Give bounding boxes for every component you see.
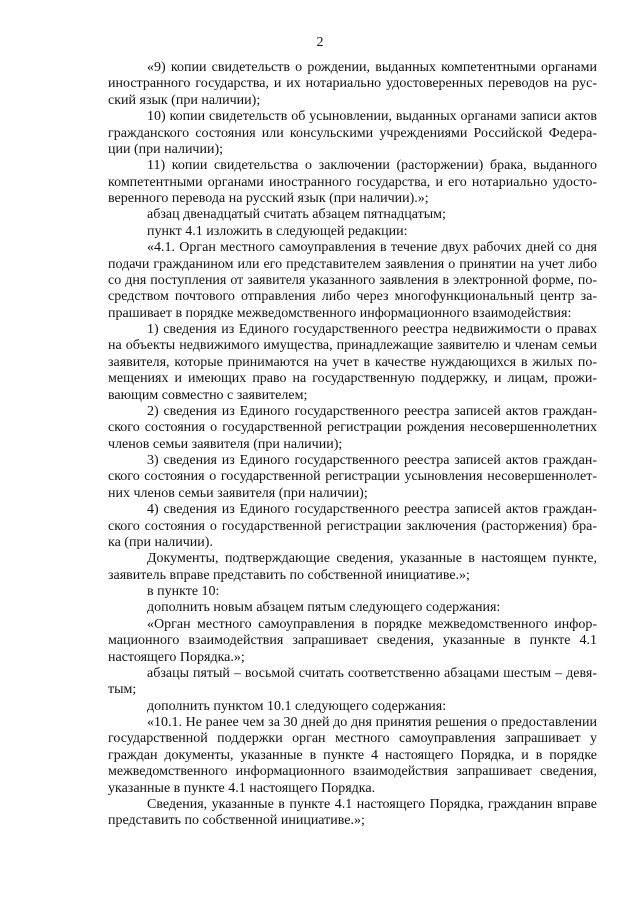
text-line: «10.1. Не ранее чем за 30 дней до дня принятия решения о предоставлении — [147, 715, 597, 730]
text-line: межведомственного информационного взаимодействия запрашивает сведения, — [108, 764, 597, 780]
text-line: ского состояния о государственной регистрации усыновления несовершеннолет- — [108, 469, 597, 485]
text-line: со дня поступления от заявителя указанного заявления в электронной форме, по- — [108, 272, 597, 288]
text-line: вающим совместно с заявителем; — [108, 387, 308, 403]
text-line: абзацы пятый – восьмой считать соответственно абзацами шестым – девя- — [147, 665, 597, 681]
page-number: 2 — [316, 35, 324, 50]
text-line: дополнить новым абзацем пятым следующего содержания: — [147, 600, 501, 616]
text-line: граждан документы, указанные в пункте 4 настоящего Порядка, и в порядке — [108, 747, 597, 763]
text-line: членов семьи заявителя (при наличии); — [108, 436, 343, 452]
text-line: ского состояния о государственной регистрации рождения несовершеннолетних — [108, 420, 597, 436]
text-line: иностранного государства, и их нотариально удостоверенных переводов на рус- — [108, 76, 597, 92]
text-line: веренного перевода на русский язык (при наличии).»; — [108, 191, 429, 206]
document-body — [108, 60, 597, 830]
text-line: абзац двенадцатый считать абзацем пятнадцатым; — [147, 207, 446, 223]
text-line: компетентными органами иностранного государства, и его нотариально удосто- — [108, 174, 597, 190]
text-line: дополнить пунктом 10.1 следующего содержания: — [147, 698, 447, 714]
text-line: подачи гражданином или его представителем заявления о принятии на учет либо — [108, 256, 597, 272]
text-line: на объекты недвижимого имущества, принадлежащие заявителю и членам семьи — [108, 338, 597, 354]
text-line: прашивает в порядке межведомственного информационного взаимодействия: — [108, 305, 572, 321]
text-line: в пункте 10: — [147, 584, 220, 599]
text-line: «9) копии свидетельств о рождении, выданных компетентными органами — [147, 60, 597, 75]
text-line: ского состояния о государственной регистрации заключения (расторжения) бра- — [108, 518, 597, 534]
text-line: государственной поддержки орган местного самоуправления запрашивает у — [108, 731, 597, 747]
text-line: 3) сведения из Единого государственного реестра записей актов граждан- — [147, 453, 597, 468]
text-line: представить по собственной инициативе.»; — [108, 813, 365, 829]
text-line: гражданского состояния или консульскими учреждениями Российской Федера- — [108, 125, 597, 141]
text-line: 10) копии свидетельств об усыновлении, выданных органами записи актов — [147, 109, 597, 125]
text-line: заявителя, которые принимаются на учет в качестве нуждающихся в жилых по- — [108, 354, 597, 370]
text-line: ский язык (при наличии); — [108, 92, 261, 108]
text-line: мационного взаимодействия запрашивает сведения, указанные в пункте 4.1 — [108, 633, 597, 649]
text-line: настоящего Порядка.»; — [108, 649, 245, 665]
text-line: них членов семьи заявителя (при наличии); — [108, 485, 368, 501]
text-line: средством почтового отправления либо через многофункциональный центр за- — [108, 289, 597, 305]
text-line: пункт 4.1 изложить в следующей редакции: — [147, 223, 408, 239]
text-line: мещениях и имеющих право на государственную поддержку, и лицам, прожи- — [108, 371, 597, 387]
text-line: «Орган местного самоуправления в порядке межведомственного инфор- — [147, 616, 597, 632]
text-line: «4.1. Орган местного самоуправления в течение двух рабочих дней со дня — [147, 240, 597, 256]
text-line: ка (при наличии). — [108, 534, 213, 550]
text-line: заявитель вправе представить по собственной инициативе.»; — [108, 567, 470, 583]
text-line: ции (при наличии); — [108, 141, 224, 157]
text-line: Документы, подтверждающие сведения, указанные в настоящем пункте, — [147, 551, 597, 567]
text-line: тым; — [108, 682, 137, 698]
text-line: указанные в пункте 4.1 настоящего Порядка. — [108, 780, 376, 796]
text-line: Сведения, указанные в пункте 4.1 настоящего Порядка, гражданин вправе — [147, 796, 597, 812]
text-line: 1) сведения из Единого государственного реестра недвижимости о правах — [147, 322, 597, 337]
text-line: 2) сведения из Единого государственного реестра записей актов граждан- — [147, 403, 597, 419]
text-line: 11) копии свидетельства о заключении (расторжении) брака, выданного — [147, 158, 597, 174]
text-line: 4) сведения из Единого государственного реестра записей актов граждан- — [147, 502, 597, 518]
